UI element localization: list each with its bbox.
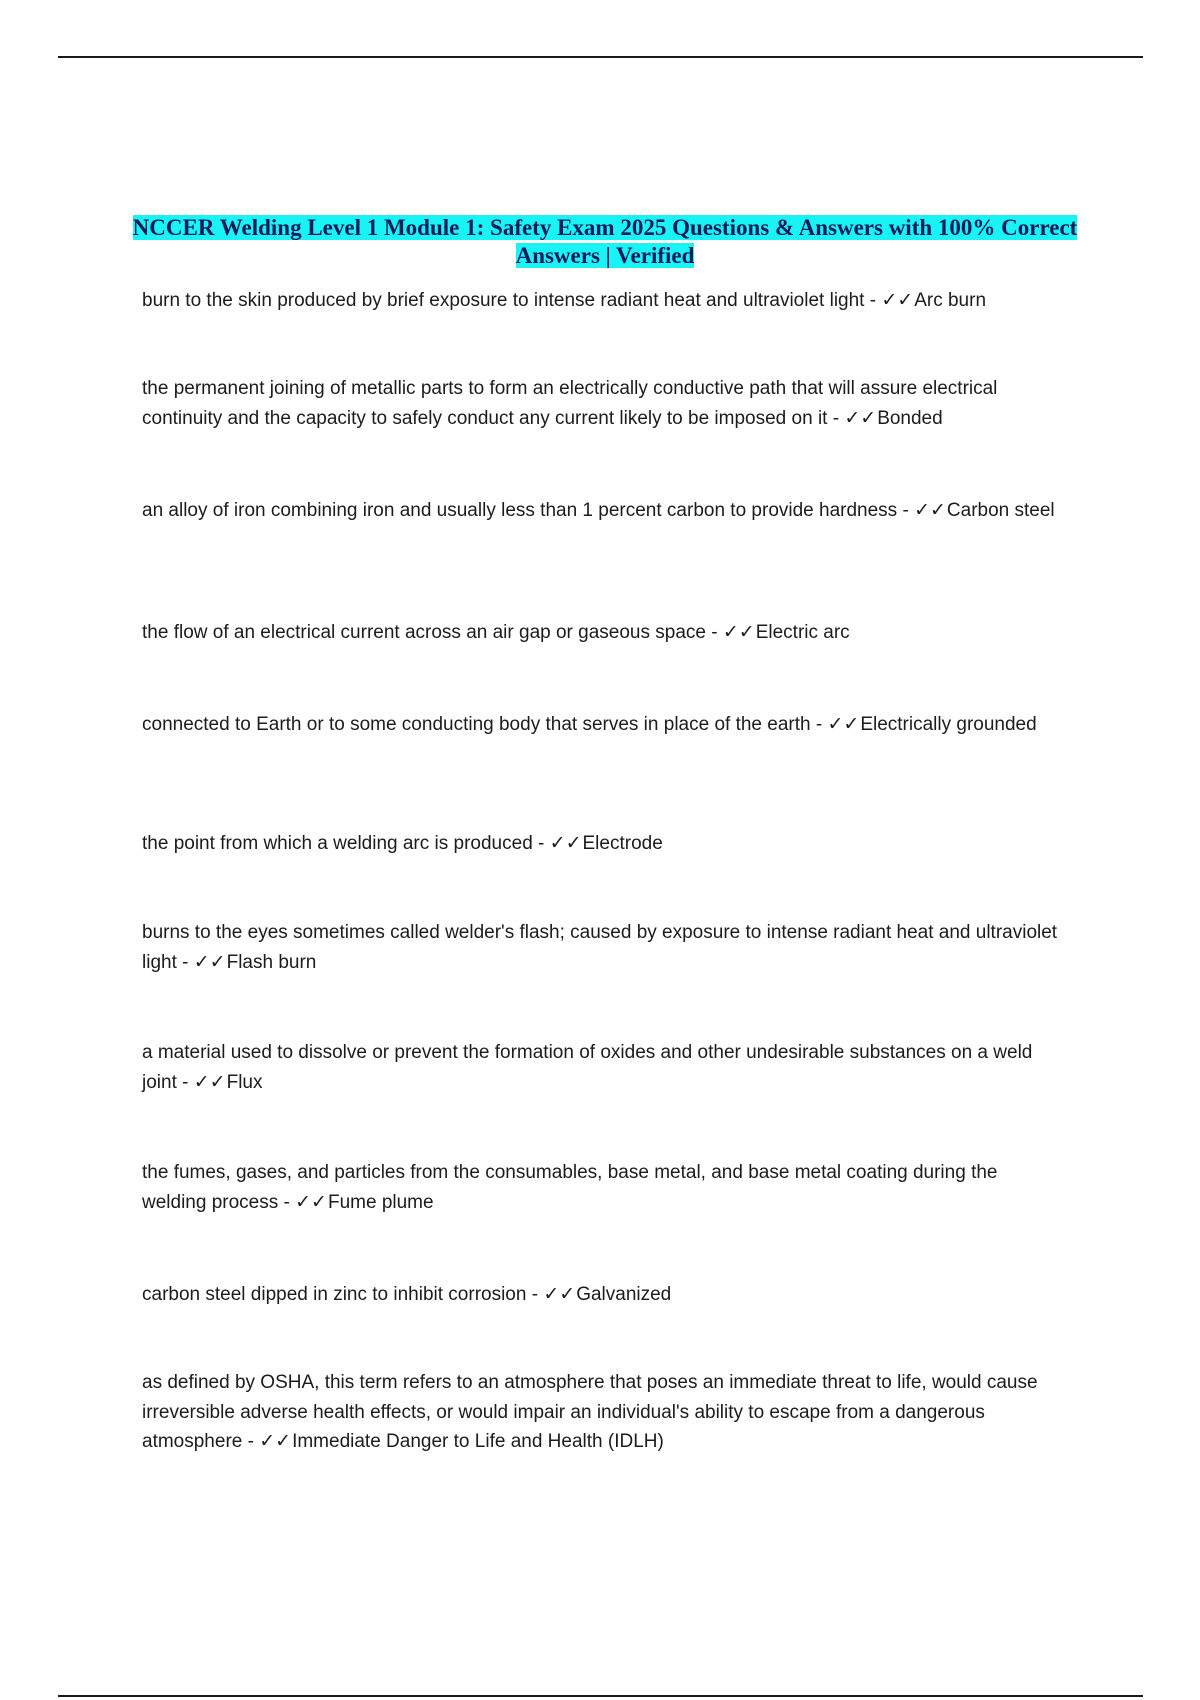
answer-text: Electrically grounded [860, 714, 1037, 735]
separator: - [278, 1191, 296, 1213]
answer-text: Carbon steel [946, 500, 1055, 521]
question-text: the flow of an electrical current across an air gap or gaseous space [142, 622, 706, 643]
qa-entry [142, 374, 1062, 433]
answer-text: Flux [226, 1071, 263, 1093]
check-icon: ✓✓ [844, 407, 877, 429]
answer-text: Flash burn [226, 951, 317, 973]
answer-text: Immediate Danger to Life and Health (IDLH) [292, 1431, 664, 1452]
qa-entry [142, 1038, 1062, 1097]
question-text: an alloy of iron combining iron and usually less than 1 percent carbon to provide hardness [142, 500, 898, 521]
qa-entry [142, 710, 1062, 740]
qa-entry [142, 618, 1062, 648]
separator: - [864, 290, 882, 311]
answer-text: Arc burn [914, 290, 987, 311]
separator: - [532, 833, 550, 854]
qa-entry [142, 829, 1062, 859]
question-text: carbon steel dipped in zinc to inhibit corrosion [142, 1284, 527, 1305]
check-icon: ✓✓ [259, 1431, 292, 1452]
qa-entry [142, 1368, 1062, 1457]
separator: - [176, 951, 194, 973]
check-icon: ✓✓ [914, 500, 946, 521]
answer-text: Galvanized [576, 1284, 672, 1305]
question-text: as defined by OSHA, this term refers to an atmosphere that poses an immediate threat to life, would cause irreversible adverse health effects, or would impair an individual's ability to escape from a dangerous atmosphere [142, 1372, 1038, 1452]
separator: - [705, 622, 723, 643]
separator: - [897, 500, 915, 521]
answer-text: Bonded [877, 407, 943, 429]
separator: - [242, 1431, 260, 1452]
question-text: burn to the skin produced by brief exposure to intense radiant heat and ultraviolet light [142, 290, 865, 311]
check-icon: ✓✓ [543, 1284, 576, 1305]
question-text: the fumes, gases, and particles from the consumables, base metal, and base metal coating during the welding process [142, 1162, 998, 1213]
qa-entry [142, 496, 1062, 526]
check-icon: ✓✓ [549, 833, 582, 854]
answer-text: Fume plume [327, 1191, 434, 1213]
document-title [130, 214, 1080, 270]
title-highlight: NCCER Welding Level 1 Module 1: Safety Exam 2025 Questions & Answers with 100% Correct Answers | Verified [132, 215, 1078, 268]
check-icon: ✓✓ [193, 951, 226, 973]
question-text: the permanent joining of metallic parts to form an electrically conductive path that will assure electrical continuity and the capacity to safely conduct any current likely to be imposed on it [142, 378, 998, 429]
answer-text: Electric arc [755, 622, 850, 643]
qa-entry [142, 1158, 1062, 1217]
check-icon: ✓✓ [881, 290, 914, 311]
separator: - [176, 1071, 194, 1093]
bottom-rule [58, 1695, 1143, 1697]
answer-text: Electrode [582, 833, 663, 854]
separator: - [827, 407, 845, 429]
check-icon: ✓✓ [295, 1191, 327, 1213]
top-rule [58, 56, 1143, 58]
qa-entry [142, 286, 1062, 316]
question-text: a material used to dissolve or prevent the formation of oxides and other undesirable substances on a weld joint [142, 1042, 1033, 1093]
question-text: connected to Earth or to some conducting body that serves in place of the earth [142, 714, 811, 735]
question-text: the point from which a welding arc is produced [142, 833, 533, 854]
check-icon: ✓✓ [827, 714, 860, 735]
qa-entry [142, 918, 1062, 977]
qa-entry [142, 1280, 1062, 1310]
separator: - [526, 1284, 544, 1305]
question-text: burns to the eyes sometimes called welder's flash; caused by exposure to intense radiant heat and ultraviolet light [142, 922, 1058, 973]
separator: - [810, 714, 828, 735]
check-icon: ✓✓ [722, 622, 755, 643]
check-icon: ✓✓ [193, 1071, 226, 1093]
